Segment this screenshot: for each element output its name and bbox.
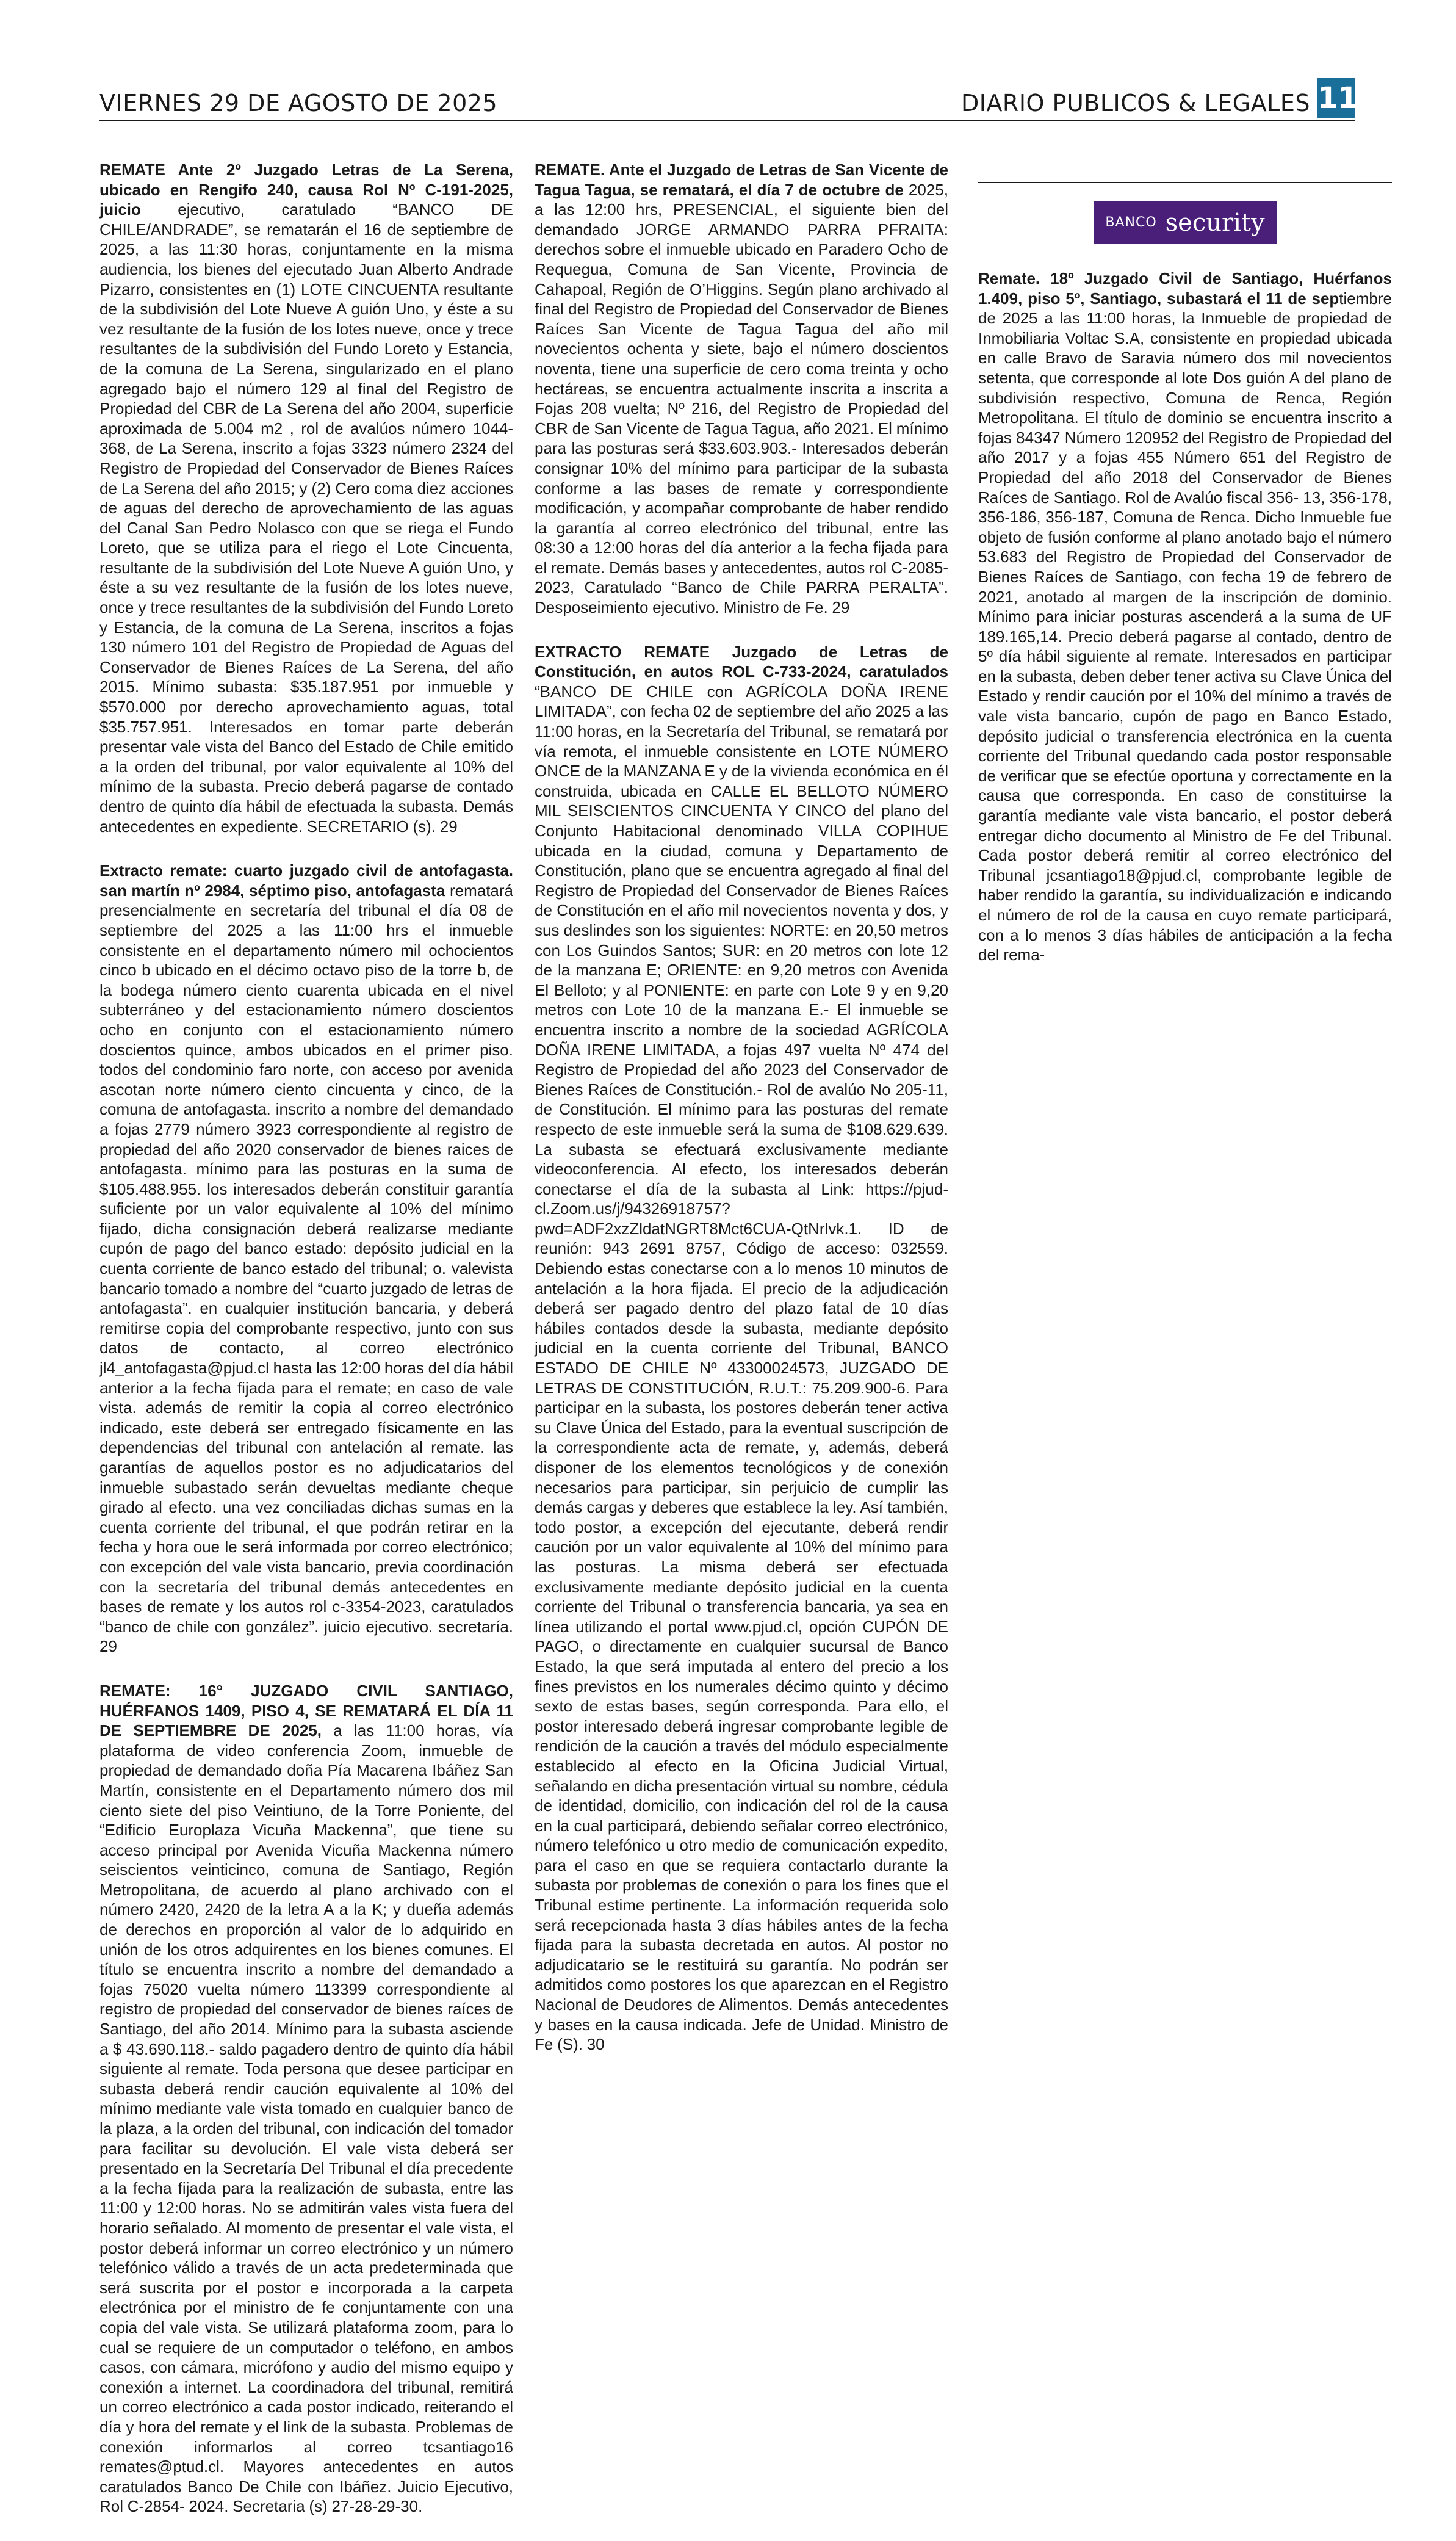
logo-security-text: security — [1165, 208, 1265, 237]
logo-banco-text: BANCO — [1105, 214, 1157, 230]
notice-lead: EXTRACTO REMATE Juzgado de Letras de Constitución, en autos ROL C-733-2024, caratulados — [535, 642, 948, 681]
notice-lead: Extracto remate: cuarto juzgado civil de antofagasta. san martín nº 2984, séptimo piso, antofagasta — [99, 861, 513, 900]
notice-body: tiembre de 2025 a las 11:00 horas, la Inmueble de propiedad de Inmobiliaria Voltac S.A, consistente en propiedad ubicada en calle Bravo de Saravia número dos mil novecientos setenta, que corresponde al lote Dos guión A del plano de subdivisión respectivo, Comuna de Renca, Región Metropolitana. El título de dominio se encuentra inscrito a fojas 84347 Número 120952 del Registro de Propiedad del año 2017 y a fojas 455 Número 651 del Registro de Propiedad del año 2018 del Conservador de Bienes Raíces de Santiago. Rol de Avalúo fiscal 356- 13, 356-178, 356-186, 356-187, Comuna de Renca. Dicho Inmueble fue objeto de fusión conforme al plano anotado bajo el número 53.683 del Registro de Propiedad del Conservador de Bienes Raíces de Santiago, con fecha 19 de febrero de 2021, anotado al margen de la inscripción de dominio. Mínimo para iniciar posturas ascenderá a la suma de UF 189.165,14. Precio deberá pagarse al contado, dentro de 5º día hábil siguiente al remate. Interesados en participar en la subasta, deben deber tener activa su Clave Única del Estado y rendir caución por el 10% del mínimo a través de vale vista bancario, cupón de pago en Banco Estado, depósito judicial o transferencia electrónica en la cuenta corriente del Tribunal quedando cada postor responsable de verificar que se efectúe oportuna y correctamente en la causa que corresponda. En caso de constituirse la garantía mediante vale vista bancario, el postor deberá entregar dicho documento al Ministro de Fe del Tribunal. Cada postor deberá remitir al correo electrónico del Tribunal jcsantiago18@pjud.cl, comprobante legible de haber rendido la garantía, su individualización e indicando el número de rol de la causa en cuyo remate participará, con a lo menos 3 días hábiles de anticipación a la fecha del rema- — [978, 289, 1392, 964]
column-3 — [978, 160, 1392, 989]
notice-remate-la-serena — [99, 160, 513, 836]
bank-security-logo — [978, 182, 1392, 244]
notice-body: ejecutivo, caratulado “BANCO DE CHILE/ANDRADE”, se rematarán el 16 de septiembre de 2025, a las 11:30 horas, conjuntamente en la misma audiencia, los bienes del ejecutado Juan Alberto Andrade Pizarro, consistentes en (1) LOTE CINCUENTA resultante de la subdivisión del Lote Nueve A guión Uno, y éste a su vez resultante de la fusión de los lotes nueve, once y trece resultantes de la subdivisión del Fundo Loreto y Estancia, de la comuna de La Serena, singularizado en el plano agregado bajo el número 129 al final del Registro de Propiedad del CBR de La Serena del año 2004, superficie aproximada de 5.004 m2 , rol de avalúos número 1044-368, de La Serena, inscrito a fojas 3323 número 2324 del Registro de Propiedad del Conservador de Bienes Raíces de La Serena del año 2015; y (2) Cero coma diez acciones de aguas del derecho de aprovechamiento de las aguas del Canal San Pedro Nolasco con que se riega el Fundo Loreto, que se utiliza para el riego el Lote Cincuenta, resultante de la subdivisión del Lote Nueve A guión Uno, y éste a su vez resultante de la fusión de los lotes nueve, once y trece resultantes de la subdivisión del Fundo Loreto y Estancia, de la comuna de La Serena, inscritos a fojas 130 número 101 del Registro de Propiedad de Aguas del Conservador de Bienes Raíces de La Serena, del año 2015. Mínimo subasta: $35.187.951 por inmueble y $570.000 por derecho aprovechamiento aguas, total $35.757.951. Interesados en tomar parte deberán presentar vale vista del Banco del Estado de Chile emitido a la orden del tribunal, por valor equivalente al 10% del mínimo de la subasta. Precio deberá pagarse de contado dentro de quinto día hábil de efectuada la subasta. Demás antecedentes en expediente. SECRETARIO (s). 29 — [99, 200, 513, 836]
notice-remate-16-juzgado — [99, 1681, 513, 2517]
notice-remate-18-juzgado — [978, 269, 1392, 965]
page-header — [99, 78, 1358, 118]
header-right — [960, 78, 1358, 118]
notice-remate-constitucion — [535, 642, 948, 2055]
column-1 — [99, 160, 513, 2541]
column-2 — [535, 160, 948, 2079]
publication-name: DIARIO PUBLICOS & LEGALES — [960, 90, 1310, 117]
notice-lead: Remate. 18º Juzgado Civil de Santiago, Huérfanos 1.409, piso 5º, Santiago, subastará el 11 de sep — [978, 269, 1392, 308]
notice-body: rematará presencialmente en secretaría del tribunal el día 08 de septiembre del 2025 a las 11:00 hrs el inmueble consistente en el departamento número mil ochocientos cinco b ubicado en el décimo octavo piso de la torre b, de la bodega número ciento cuarenta ubicada en el nivel subterráneo y del estacionamiento número doscientos ocho en conjunto con el estacionamiento número doscientos quince, ambos ubicados en el primer piso. todos del condominio faro norte, con acceso por avenida ascotan norte número ciento cincuenta y cinco, de la comuna de antofagasta. inscrito a nombre del demandado a fojas 2779 número 3923 correspondiente al registro de propiedad del año 2020 conservador de bienes raices de antofagasta. mínimo para las posturas en la suma de $105.488.955. los interesados deberán constituir garantía suficiente por un valor equivalente al 10% del mínimo fijado, dicha consignación deberá realizarse mediante cupón de pago del banco estado: depósito judicial en la cuenta corriente de banco estado del tribunal; o. valevista bancario tomado a nombre del “cuarto juzgado de letras de antofagasta”. en cualquier institución bancaria, y deberá remitirse copia del comprobante respectivo, junto con sus datos de contacto, al correo electrónico jl4_antofagasta@pjud.cl hasta las 12:00 horas del día hábil anterior a la fecha fijada para el remate; en caso de vale vista. además de remitir la copia al correo electrónico indicado, este deberá ser entregado físicamente en las dependencias del tribunal con antelación al remate. las garantías de aquellos postor es no adjudicatarios del inmueble subastado serán devueltas mediante cheque girado al efecto. una vez conciliadas dichas sumas en la cuenta corriente del tribunal, el que podrán retirar en la fecha y hora oue le será informada por correo electrónico; con excepción del vale vista bancario, previa coordinación con la secretaría del tribunal demás antecedentes en bases de remate y los autos rol c-3354-2023, caratulados “banco de chile con gonzález”. juicio ejecutivo. secretaría. 29 — [99, 881, 513, 1656]
notice-body: “BANCO DE CHILE con AGRÍCOLA DOÑA IRENE LIMITADA”, con fecha 02 de septiembre del año 2025 a las 11:00 horas, en la Secretaría del Tribunal, se rematará por vía remota, el inmueble consistente en LOTE NÚMERO ONCE de la MANZANA E y de la vivienda económica en él construida, ubicada en CALLE EL BELLOTO NÚMERO MIL SEISCIENTOS CINCUENTA Y CINCO del plano del Conjunto Habitacional denominado VILLA COPIHUE ubicada en la ciudad, comuna y Departamento de Constitución, plano que se encuentra agregado al final del Registro de Propiedad del Conservador de Bienes Raíces de Constitución en el año mil novecientos noventa y dos, y sus deslindes son los siguientes: NORTE: en 20,50 metros con Los Guindos Santos; SUR: en 20 metros con lote 12 de la manzana E; ORIENTE: en 9,20 metros con Avenida El Belloto; y al PONIENTE: en parte con Lote 9 y en 9,20 metros con Lote 10 de la manzana E.- El inmueble se encuentra inscrito a nombre de la sociedad AGRÍCOLA DOÑA IRENE LIMITADA, a fojas 497 vuelta Nº 474 del Registro de Propiedad del año 2023 del Conservador de Bienes Raíces de Constitución.- Rol de avalúo No 205-11, de Constitución. El mínimo para las posturas del remate respecto de este inmueble será la suma de $108.629.639. La subasta se efectuará exclusivamente mediante videoconferencia. Al efecto, los interesados deberán conectarse el día de la subasta al Link: https://pjud-cl.Zoom.us/j/94326918757?pwd=ADF2xzZldatNGRT8Mct6CUA-QtNrlvk.1. ID de reunión: 943 2691 8757, Código de acceso: 032559. Debiendo estas conectarse con a lo menos 10 minutos de antelación a la hora fijada. El precio de la adjudicación deberá ser pagado dentro del plazo fatal de 10 días hábiles contados desde la subasta, mediante depósito judicial en la cuenta corriente del Tribunal, BANCO ESTADO DE CHILE Nº 43300024573, JUZGADO DE LETRAS DE CONSTITUCIÓN, R.U.T.: 75.209.900-6. Para participar en la subasta, los postores deberán tener activa su Clave Única del Estado, para la eventual suscripción de la correspondiente acta de remate, y, además, deberá disponer de los elementos tecnológicos y de conexión necesarios para participar, sin perjuicio de cumplir las demás cargas y deberes que establece la ley. Así también, todo postor, a excepción del ejecutante, deberá rendir caución por un valor equivalente al 10% del mínimo para las posturas. La misma deberá ser efectuada exclusivamente mediante depósito judicial en la cuenta corriente del Tribunal o transferencia bancaria, ya sea en línea utilizando el portal www.pjud.cl, opción CUPÓN DE PAGO, o directamente en cualquier sucursal de Banco Estado, la que será imputada al entero del precio a los fines previstos en los numerales décimo quinto y décimo sexto de estas bases, según corresponda. Para ello, el postor interesado deberá ingresar comprobante legible de rendición de la caución a través del módulo especialmente establecido al efecto en la Oficina Judicial Virtual, señalando en dicha presentación virtual su nombre, cédula de identidad, domicilio, con indicación del rol de la causa en la cual participará, debiendo señalar correo electrónico, número telefónico u otro medio de comunicación expedito, para el caso en que se requiera contactarlo durante la subasta por problemas de conexión o para los fines que el Tribunal estime pertinente. La información requerida solo será recepcionada hasta 3 días hábiles antes de la fecha fijada para la subasta decretada en autos. Al postor no adjudicatario se le restituirá su garantía. No podrán ser admitidos como postores los que aparezcan en el Registro Nacional de Deudores de Alimentos. Demás antecedentes y bases en la causa indicada. Jefe de Unidad. Ministro de Fe (S). 30 — [535, 682, 948, 2054]
notice-lead: REMATE Ante 2º Juzgado Letras de La Serena, ubicado en Rengifo 240, causa Rol Nº C-191-2025, juicio — [99, 161, 513, 219]
notice-remate-antofagasta — [99, 861, 513, 1657]
header-rule — [99, 120, 1355, 121]
notice-lead: REMATE. Ante el Juzgado de Letras de San Vicente de Tagua Tagua, se rematará, el día 7 de octubre de — [535, 161, 948, 199]
notice-body: 2025, a las 12:00 hrs, PRESENCIAL, el siguiente bien del demandado JORGE ARMANDO PARRA PFRAITA: derechos sobre el inmueble ubicado en Paradero Ocho de Requegua, Comuna de San Vicente, Provincia de Cahapoal, Región de O’Higgins. Según plano archivado al final del Registro de Propiedad del Conservador de Bienes Raíces San Vicente de Tagua Tagua del año mil novecientos ochenta y siete, bajo el número doscientos noventa, tiene una superficie de cero coma treinta y ocho hectáreas, se encuentra actualmente inscrita a inscrita a Fojas 208 vuelta; Nº 216, del Registro de Propiedad del CBR de San Vicente de Tagua Tagua, año 2021. El mínimo para las posturas será $33.603.903.- Interesados deberán consignar 10% del mínimo para participar de la subasta conforme a las bases de remate y correspondiente modificación, y acompañar comprobante de haber rendido la garantía al correo electrónico del tribunal, entre las 08:30 a 12:00 horas del día anterior a la fecha fijada para el remate. Demás bases y antecedentes, autos rol C-2085-2023, Caratulado “Banco de Chile PARRA PERALTA”. Desposeimiento ejecutivo. Ministro de Fe. 29 — [535, 180, 948, 617]
notice-body: a las 11:00 horas, vía plataforma de video conferencia Zoom, inmueble de propiedad de demandado doña Pía Macarena Ibáñez San Martín, consistente en el Departamento número dos mil ciento siete del piso Veintiuno, de la Torre Poniente, del “Edificio Europlaza Vicuña Mackenna”, que tiene su acceso principal por Avenida Vicuña Mackenna número seiscientos veinticinco, comuna de Santiago, Región Metropolitana, de acuerdo al plano archivado con el número 2420, 2420 de la letra A a la K; y dueña además de derechos en proporción al valor de lo adquirido en unión de los otros adquirentes en los bienes comunes. El título se encuentra inscrito a nombre del demandado a fojas 75020 vuelta número 113399 correspondiente al registro de propiedad del conservador de bienes raíces de Santiago, del año 2014. Mínimo para la subasta asciende a $ 43.690.118.- saldo pagadero dentro de quinto día hábil siguiente al remate. Toda persona que desee participar en subasta deberá rendir caución equivalente al 10% del mínimo mediante vale vista tomado en cualquier banco de la plaza, a la orden del tribunal, con indicación del tomador para facilitar su devolución. El vale vista deberá ser presentado en la Secretaría Del Tribunal el día precedente a la fecha fijada para la realización de subasta, entre las 11:00 y 12:00 horas. No se admitirán vales vista fuera del horario señalado. Al momento de presentar el vale vista, el postor deberá informar un correo electrónico y un número telefónico válido a través de un acta predeterminada que será suscrita por el postor e incorporada a la carpeta electrónica por el ministro de fe conjuntamente con una copia del vale vista. Se utilizará plataforma zoom, para lo cual se requiere de un computador o teléfono, en ambos casos, con cámara, micrófono y audio del mismo equipo y conexión a internet. La coordinadora del tribunal, remitirá un correo electrónico a cada postor indicado, reiterando el día y hora del remate y el link de la subasta. Problemas de conexión informarlos al correo tcsantiago16 remates@ptud.cl. Mayores antecedentes en autos caratulados Banco De Chile con Ibáñez. Juicio Ejecutivo, Rol C-2854- 2024. Secretaria (s) 27-28-29-30. — [99, 1721, 513, 2516]
notice-lead: REMATE: 16° JUZGADO CIVIL SANTIAGO, HUÉRFANOS 1409, PISO 4, SE REMATARÁ EL DÍA 11 DE SEPTIEMBRE DE 2025, — [99, 1681, 513, 1740]
logo-box — [1094, 201, 1277, 244]
notice-remate-san-vicente — [535, 160, 948, 618]
issue-date: VIERNES 29 DE AGOSTO DE 2025 — [99, 90, 498, 117]
page-number: 11 — [1317, 78, 1355, 118]
